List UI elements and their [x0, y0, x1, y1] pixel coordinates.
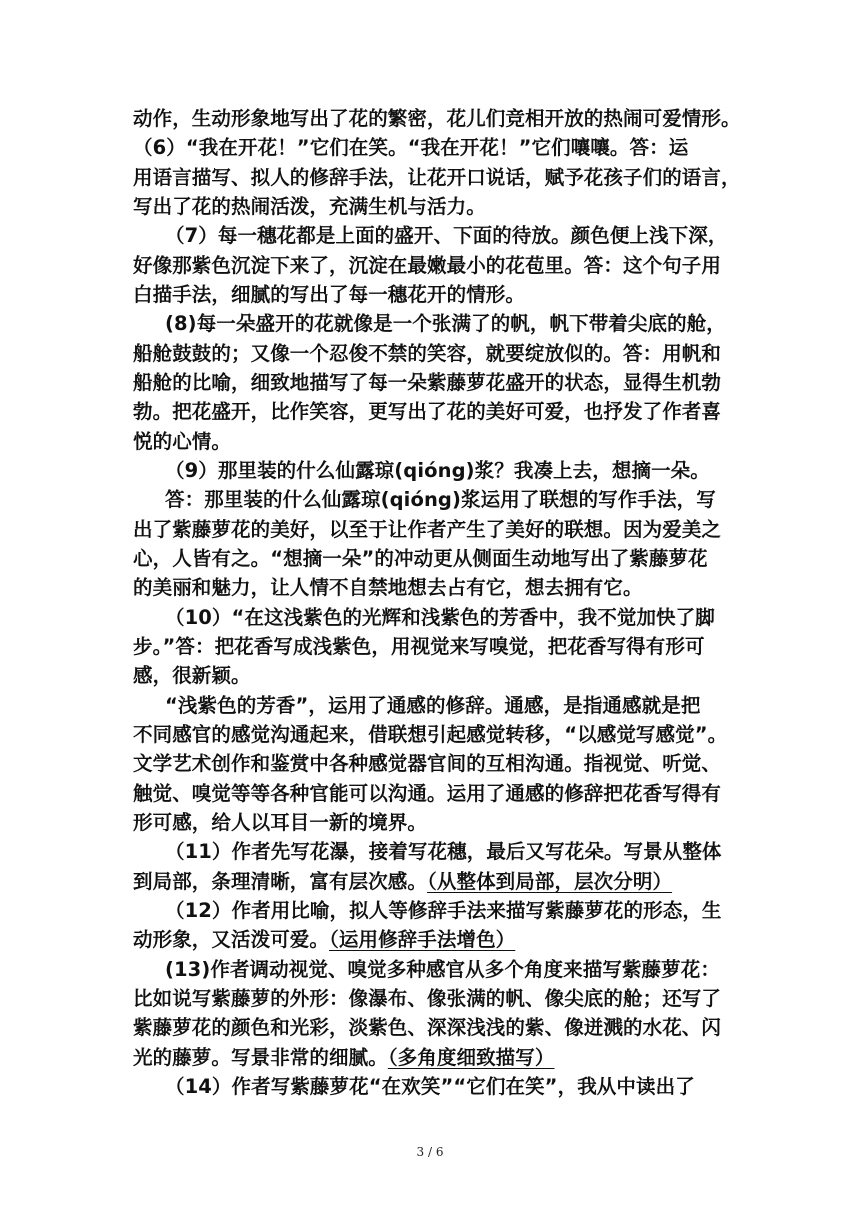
- text-line: [133, 133, 733, 163]
- text-line: [165, 603, 733, 633]
- text-line: [133, 339, 733, 369]
- text-line: [133, 427, 733, 457]
- text-segment: 船舱鼓鼓的；又像一个忍俊不禁的笑容，就要绽放似的。答：用帆和: [133, 342, 722, 365]
- text-segment: 比如说写紫藤萝的外形：像瀑布、像张满的帆、像尖底的舱；还写了: [133, 987, 722, 1010]
- text-segment: (8)每一朵盛开的花就像是一个张满了的帆，帆下带着尖底的舱，: [165, 312, 726, 335]
- text-segment: 船舱的比喻，细致地描写了每一朵紫藤萝花盛开的状态，显得生机勃: [133, 371, 722, 394]
- text-line: [165, 837, 733, 867]
- text-segment: （6）“我在开花！”它们在笑。“我在开花！”它们嚷嚷。答：运: [133, 136, 689, 159]
- text-line: [165, 456, 733, 486]
- text-line: [133, 104, 741, 134]
- text-segment: 白描手法，细腻的写出了每一穗花开的情形。: [133, 283, 526, 306]
- text-segment: 勃。把花盛开，比作笑容，更写出了花的美好可爱，也抒发了作者喜: [133, 400, 722, 423]
- text-line: [133, 1013, 733, 1043]
- text-segment: 文学艺术创作和鉴赏中各种感觉器官间的互相沟通。指视觉、听觉、: [133, 752, 722, 775]
- text-segment: 答：那里装的什么仙露琼(qióng)浆运用了联想的写作手法，写: [165, 488, 716, 511]
- text-line: [133, 163, 741, 193]
- text-segment: 出了紫藤萝花的美好，以至于让作者产生了美好的联想。因为爱美之: [133, 518, 722, 541]
- text-segment: 用语言描写、拟人的修辞手法，让花开口说话，赋予花孩子们的语言，: [133, 166, 741, 189]
- text-segment: 不同感官的感觉沟通起来，借联想引起感觉转移，“以感觉写感觉”。: [133, 723, 728, 746]
- text-segment: 紫藤萝花的颜色和光彩，淡紫色、深深浅浅的紫、像迸溅的水花、闪: [133, 1016, 722, 1039]
- text-segment: 动作，生动形象地写出了花的繁密，花儿们竞相开放的热闹可爱情形。: [133, 107, 741, 130]
- text-line: [165, 309, 733, 339]
- text-line: [133, 397, 733, 427]
- text-segment: 到局部，条理清晰，富有层次感。: [133, 870, 428, 893]
- text-line: [133, 808, 733, 838]
- text-segment: 形可感，给人以耳目一新的境界。: [133, 811, 428, 834]
- text-line: [133, 867, 733, 897]
- text-line: [165, 955, 733, 985]
- text-line: [133, 280, 733, 310]
- underlined-note: （从整体到局部，层次分明）: [427, 870, 673, 893]
- text-line: [165, 221, 733, 251]
- text-segment: 光的藤萝。写景非常的细腻。: [133, 1046, 388, 1069]
- text-line: [133, 779, 733, 809]
- text-line: [133, 544, 733, 574]
- underlined-note: （多角度细致描写）: [387, 1046, 555, 1069]
- text-segment: 的美丽和魅力，让人情不自禁地想去占有它，想去拥有它。: [133, 576, 643, 599]
- text-line: [133, 749, 733, 779]
- text-segment: （12）作者用比喻，拟人等修辞手法来描写紫藤萝花的形态，生: [165, 899, 722, 922]
- page-number: 3 / 6: [416, 1145, 444, 1159]
- text-segment: （14）作者写紫藤萝花“在欢笑”“它们在笑”，我从中读出了: [165, 1075, 695, 1098]
- text-segment: 心，人皆有之。“想摘一朵”的冲动更从侧面生动地写出了紫藤萝花: [133, 547, 708, 570]
- text-segment: （7）每一穗花都是上面的盛开、下面的待放。颜色便上浅下深，: [165, 224, 728, 247]
- text-line: [165, 691, 733, 721]
- text-line: [165, 485, 733, 515]
- text-line: [133, 632, 733, 662]
- text-segment: 感，很新颖。: [133, 664, 251, 687]
- text-segment: (13)作者调动视觉、嗅觉多种感官从多个角度来描写紫藤萝花：: [165, 958, 720, 981]
- text-segment: 动形象，又活泼可爱。: [133, 928, 330, 951]
- text-line: [165, 896, 733, 926]
- text-segment: 写出了花的热闹活泼，充满生机与活力。: [133, 195, 486, 218]
- text-line: [133, 661, 733, 691]
- text-segment: （10）“在这浅紫色的光辉和浅紫色的芳香中，我不觉加快了脚: [165, 606, 715, 629]
- text-segment: 步。”答：把花香写成浅紫色，用视觉来写嗅觉，把花香写得有形可: [133, 635, 705, 658]
- text-line: [133, 720, 733, 750]
- text-segment: （9）那里装的什么仙露琼(qióng)浆？我凑上去，想摘一朵。: [165, 459, 710, 482]
- text-segment: （11）作者先写花瀑，接着写花穗，最后又写花朵。写景从整体: [165, 840, 722, 863]
- text-segment: 好像那紫色沉淀下来了，沉淀在最嫩最小的花苞里。答：这个句子用: [133, 254, 722, 277]
- text-line: [133, 251, 733, 281]
- text-line: [133, 984, 733, 1014]
- text-line: [133, 925, 733, 955]
- text-segment: 触觉、嗅觉等等各种官能可以沟通。运用了通感的修辞把花香写得有: [133, 782, 722, 805]
- text-line: [133, 1043, 733, 1073]
- text-segment: 悦的心情。: [133, 430, 232, 453]
- underlined-note: （运用修辞手法增色）: [329, 928, 516, 951]
- text-line: [133, 515, 733, 545]
- text-line: [133, 192, 733, 222]
- text-line: [133, 573, 733, 603]
- text-line: [133, 368, 733, 398]
- text-segment: “浅紫色的芳香”，运用了通感的修辞。通感，是指通感就是把: [165, 694, 701, 717]
- text-line: [165, 1072, 733, 1102]
